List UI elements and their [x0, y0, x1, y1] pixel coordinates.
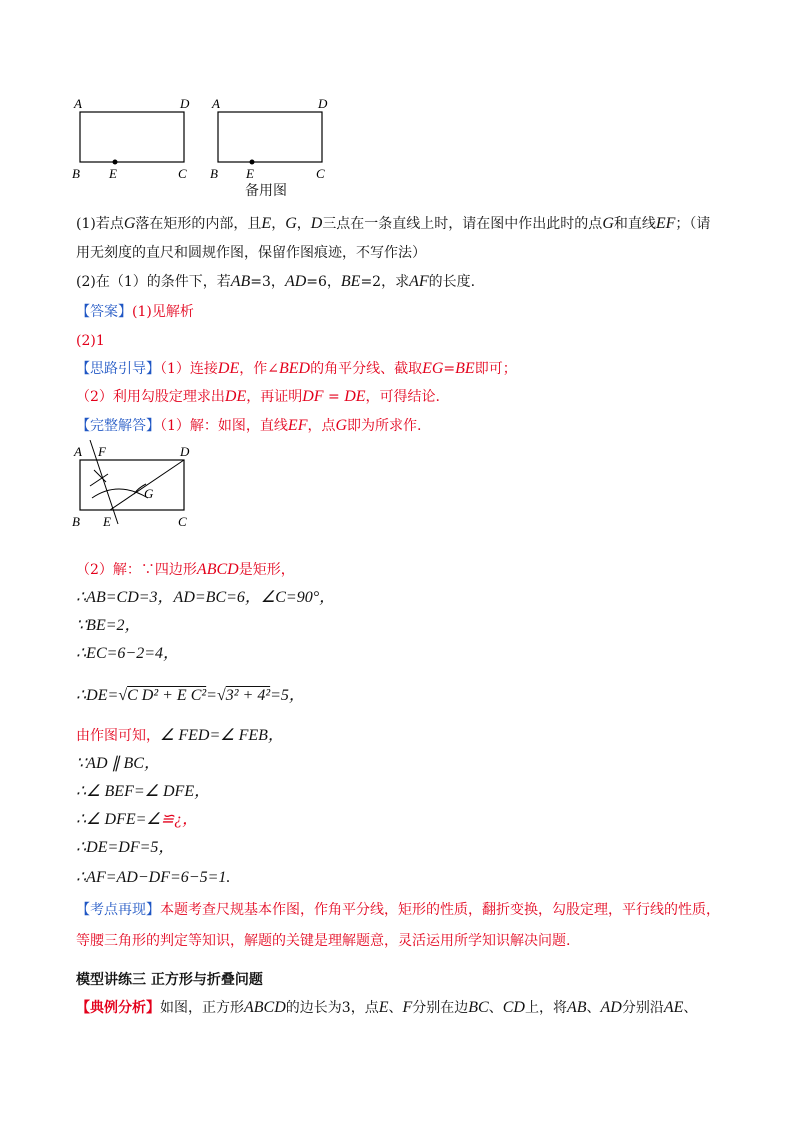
review-tag: 【考点再现】: [76, 902, 160, 918]
answer-tag: 【答案】: [76, 304, 132, 320]
label-A: A: [212, 96, 220, 111]
guide-tag: 【思路引导】: [76, 361, 160, 377]
proof-line-4: ∴EC=6−2=4，: [76, 645, 180, 662]
label-D: D: [180, 96, 190, 111]
label-A: A: [74, 96, 82, 111]
label-E: E: [246, 166, 254, 181]
label-A: A: [74, 444, 82, 459]
label-B: B: [72, 514, 80, 529]
proof-line-8: ∴∠ BEF=∠ DFE，: [76, 783, 211, 800]
label-C: C: [178, 166, 187, 181]
guide-line-2: （2）利用勾股定理求出DE，再证明DF = DE，可得结论.: [76, 388, 440, 405]
guide-line-1: 【思路引导】（1）连接DE，作∠BED的角平分线、截取EG=BE即可；: [76, 360, 517, 377]
section-title: 模型讲练三 正方形与折叠问题: [76, 972, 263, 988]
review-line-1: 【考点再现】本题考查尺规基本作图，作角平分线，矩形的性质，翻折变换，勾股定理，平行线的性质，: [76, 902, 720, 918]
answer-line-1: 【答案】(1)见解析: [76, 304, 194, 320]
example-line-1: 【典例分析】如图，正方形ABCD的边长为3，点E、F分别在边BC、CD上，将AB、AD分别沿AE、: [76, 999, 698, 1016]
label-C: C: [178, 514, 187, 529]
proof-line-9: ∴∠ DFE=∠≌¿，: [76, 811, 199, 828]
solution-line-1: 【完整解答】（1）解：如图，直线EF，点G即为所求作.: [76, 417, 422, 434]
label-D: D: [180, 444, 190, 459]
proof-line-11: ∴AF=AD−DF=6−5=1.: [76, 869, 231, 886]
proof-line-5: ∴DE=√C D² + E C²=√3² + 4²=5，: [76, 687, 305, 704]
proof-line-6: 由作图可知，∠ FED=∠ FEB，: [76, 727, 284, 744]
proof-line-7: ∵AD ∥ BC，: [76, 755, 160, 772]
question-1-line-1: (1)若点G落在矩形的内部，且E，G，D三点在一条直线上时，请在图中作出此时的点G和直线EF；（请: [76, 215, 711, 232]
figure-caption: 备用图: [245, 183, 287, 199]
figure-construction: [70, 440, 200, 530]
figure-rectangle-2: [208, 92, 338, 182]
review-line-2: 等腰三角形的判定等知识，解题的关键是理解题意，灵活运用所学知识解决问题.: [76, 933, 571, 949]
answer-line-2: (2)1: [76, 333, 105, 349]
proof-line-1: （2）解：∵四边形ABCD是矩形，: [76, 561, 295, 578]
label-E: E: [109, 166, 117, 181]
question-1-line-2: 用无刻度的直尺和圆规作图，保留作图痕迹，不写作法）: [76, 245, 426, 261]
label-B: B: [72, 166, 80, 181]
label-B: B: [210, 166, 218, 181]
proof-line-2: ∴AB=CD=3，AD=BC=6，∠C=90°，: [76, 589, 336, 606]
proof-line-10: ∴DE=DF=5，: [76, 839, 175, 856]
figure-rectangle-1: [70, 92, 200, 182]
label-D: D: [318, 96, 328, 111]
label-C: C: [316, 166, 325, 181]
label-G: G: [144, 486, 154, 501]
label-E: E: [103, 514, 111, 529]
example-tag: 【典例分析】: [76, 1000, 160, 1016]
solution-tag: 【完整解答】: [76, 418, 160, 434]
label-F: F: [98, 444, 106, 459]
proof-line-3: ∵BE=2，: [76, 617, 141, 634]
question-2: (2)在（1）的条件下，若AB=3，AD=6，BE=2，求AF的长度.: [76, 273, 476, 290]
